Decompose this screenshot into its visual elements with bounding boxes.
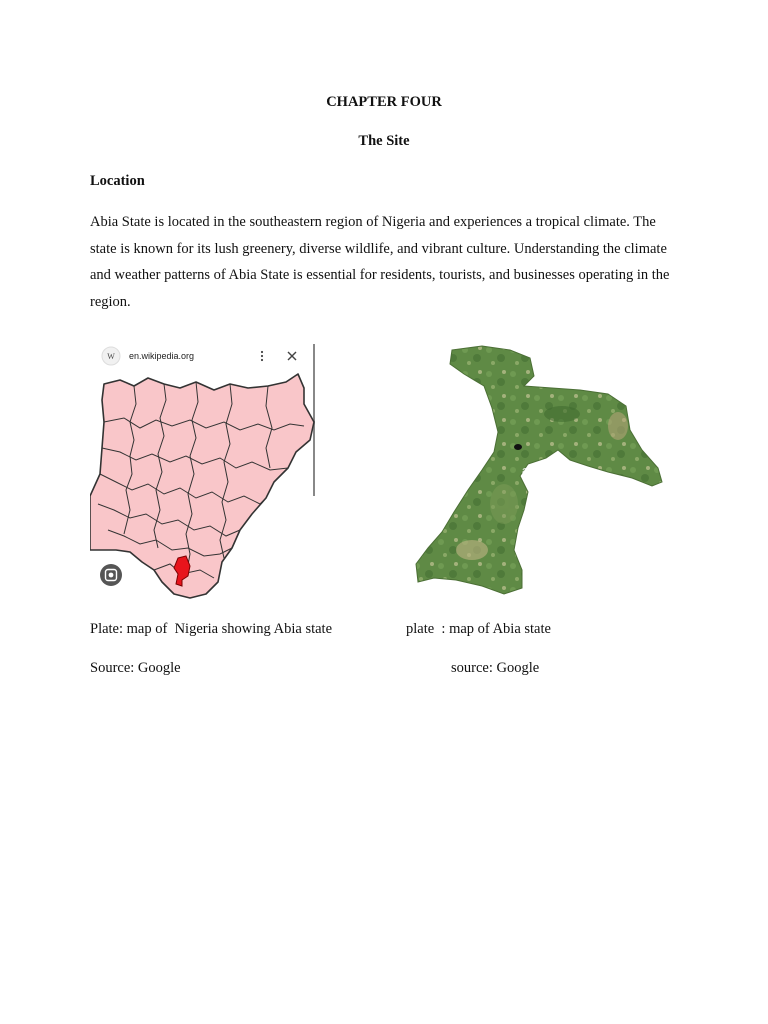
abia-map-figure — [412, 344, 666, 600]
map-marker — [514, 444, 522, 450]
browser-url: en.wikipedia.org — [129, 351, 195, 361]
source-abia-map: source: Google — [451, 660, 540, 676]
nigeria-map-figure — [90, 344, 316, 600]
wikipedia-badge-letter: W — [107, 352, 115, 361]
caption-abia-map: plate : map of Abia state — [406, 621, 551, 637]
caption-nigeria-map: Plate: map of Nigeria showing Abia state — [90, 621, 333, 637]
chapter-title: The Site — [358, 133, 410, 149]
source-nigeria-map: Source: Google — [90, 660, 181, 676]
watermark-text: alamy — [522, 465, 554, 477]
chapter-heading: CHAPTER FOUR — [326, 94, 442, 110]
section-heading: Location — [90, 173, 145, 189]
nigeria-map-image — [90, 344, 316, 600]
lens-icon[interactable] — [100, 564, 122, 586]
abia-map-image — [412, 344, 666, 600]
body-paragraph: Abia State is located in the southeastern region of Nigeria and experiences a tropical climate. The state is known for its lush greenery, diverse wildlife, and vibrant culture. Understanding the climate and weather patterns of Abia State is essential for residents, tourists, and businesses operating in the region. — [90, 214, 670, 310]
more-vert-icon[interactable] — [261, 351, 263, 361]
